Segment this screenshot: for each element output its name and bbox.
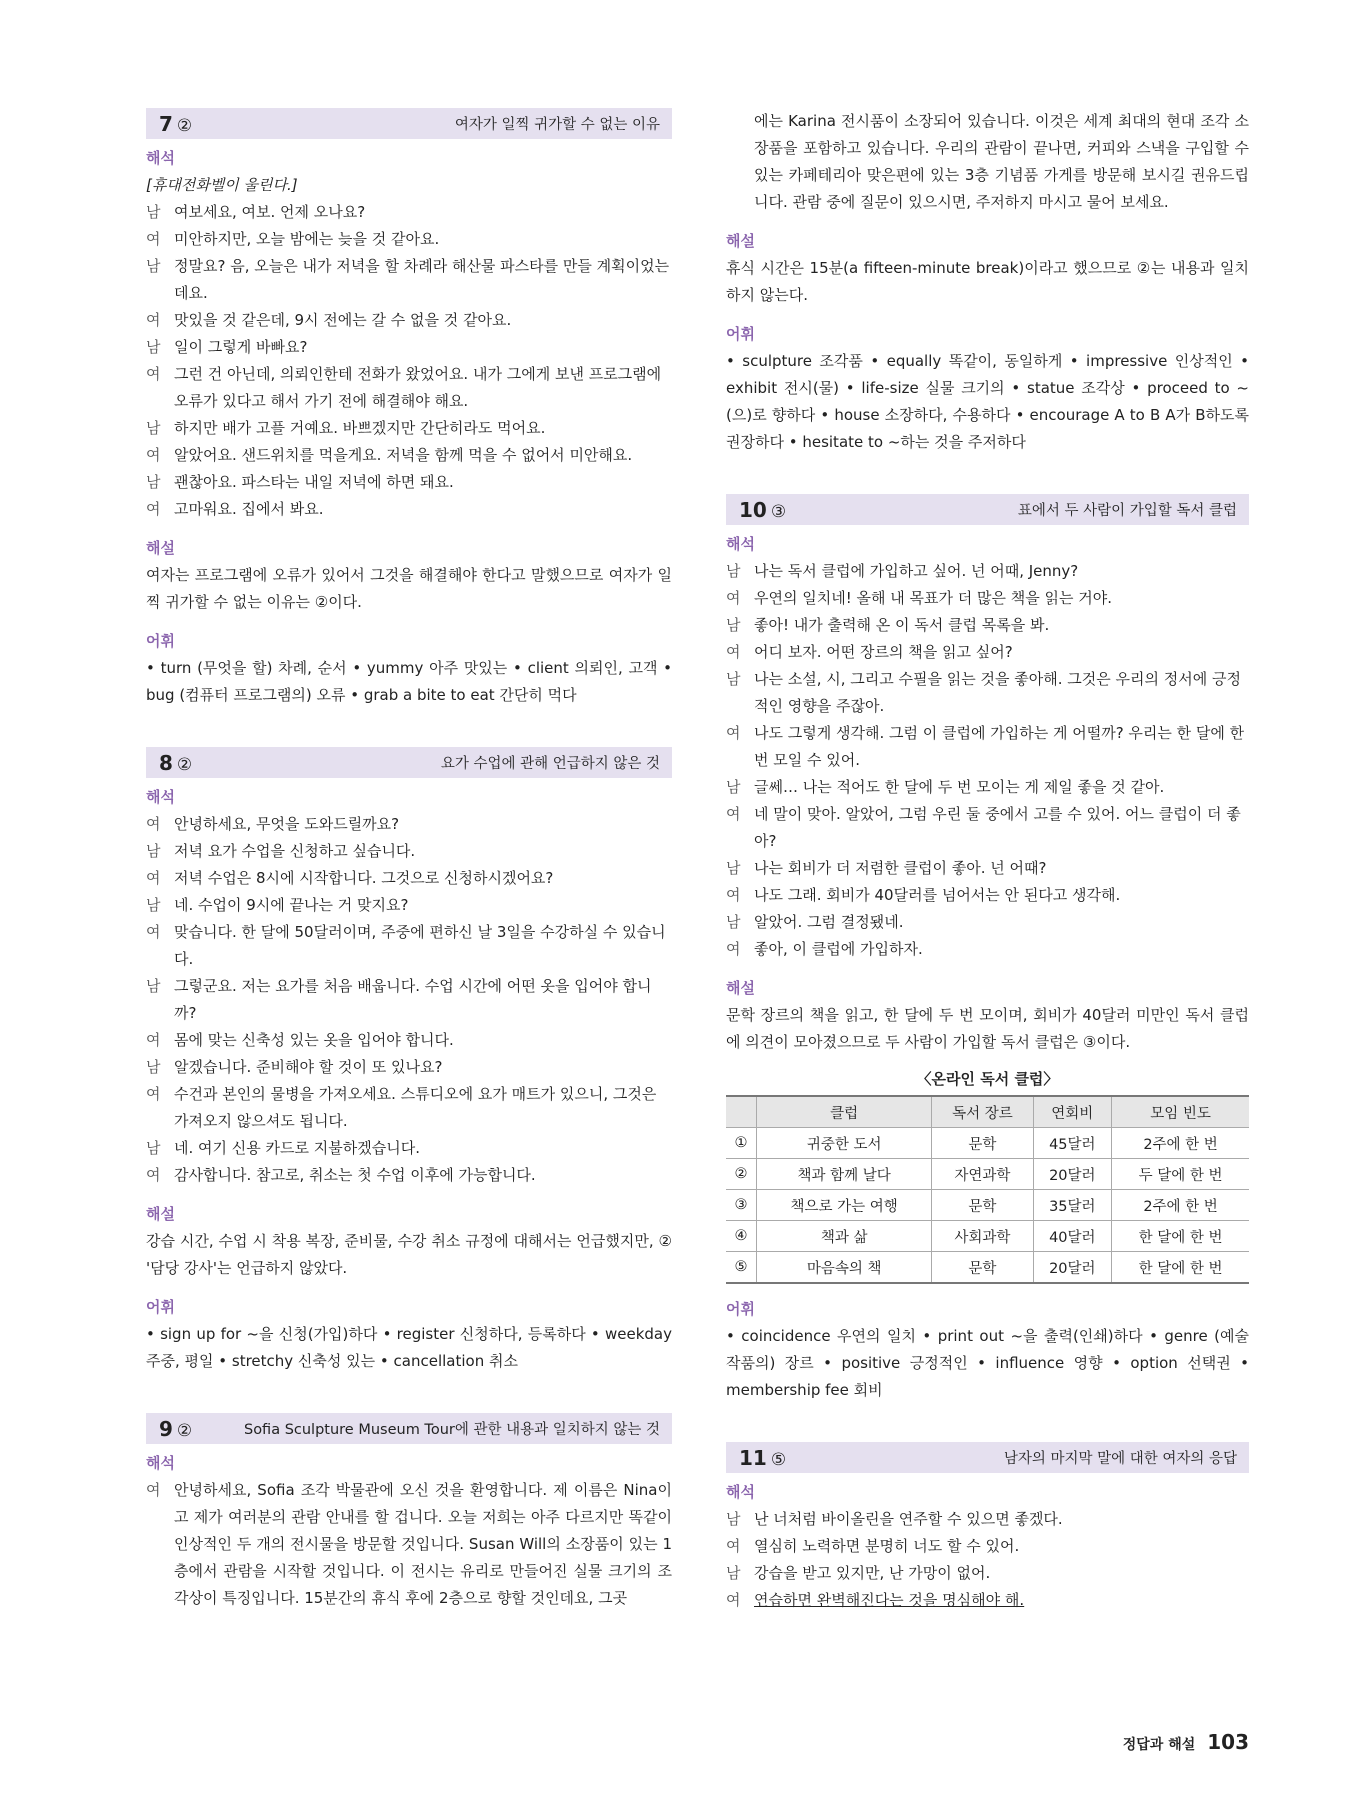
q8-translation-label: 해석 [146, 788, 175, 806]
dialogue-line: 남 그렇군요. 저는 요가를 처음 배웁니다. 수업 시간에 어떤 옷을 입어야 합니까? [146, 977, 652, 1022]
dialogue-line: 여 알았어요. 샌드위치를 먹을게요. 저녁을 함께 먹을 수 없어서 미안해요. [146, 446, 633, 464]
question-7-topic: 여자가 일찍 귀가할 수 없는 이유 [454, 117, 660, 133]
dialogue-line: 남 강습을 받고 있지만, 난 가망이 없어. [726, 1564, 991, 1582]
q8-vocab-label: 어휘 [146, 1298, 175, 1316]
dialogue-line: 여 맛있을 것 같은데, 9시 전에는 갈 수 없을 것 같아요. [146, 311, 512, 329]
q7-explanation-label: 해설 [146, 539, 175, 557]
q9-vocab-label: 어휘 [726, 325, 755, 343]
dialogue-line: 남 여보세요, 여보. 언제 오나요? [146, 203, 366, 221]
question-11-topic: 남자의 마지막 말에 대한 여자의 응답 [1003, 1451, 1237, 1467]
question-8-number: 8 ② [159, 750, 193, 775]
q9-explanation: 휴식 시간은 15분(a fifteen-minute break)이라고 했으므로 ②는 내용과 일치하지 않는다. [726, 259, 1249, 304]
dialogue-line: 여 우연의 일치네! 올해 내 목표가 더 많은 책을 읽는 거야. [726, 589, 1112, 607]
q7-translation-label: 해석 [146, 149, 175, 167]
table-row: ③ 책으로 가는 여행 문학 35달러 2주에 한 번 [726, 1190, 1249, 1221]
dialogue-line: 남 알았어. 그럼 결정됐네. [726, 913, 904, 931]
q9-monologue: 여 안녕하세요, Sofia 조각 박물관에 오신 것을 환영합니다. 제 이름은 Nina이고 제가 여러분의 관람 안내를 할 겁니다. 오늘 저희는 아주 다르지만 똑같이 인상적인 두 개의 전시물을 방문할 것입니다. Susan Will의 소장품이 있는 1층에서 관람을 시작할 것입니다. 이 전시는 유리로 만들어진 실물 크기의 조각상이 특징입니다. 15분간의 휴식 후에 2층으로 향할 것인데요, 그곳 [146, 1481, 672, 1607]
dialogue-line: 여 안녕하세요, 무엇을 도와드릴까요? [146, 815, 400, 833]
dialogue-line: 여 열심히 노력하면 분명히 너도 할 수 있어. [726, 1537, 1020, 1555]
dialogue-line: 여 연습하면 완벽해진다는 것을 명심해야 해. [726, 1591, 1025, 1609]
dialogue-line: 여 그런 건 아닌데, 의뢰인한테 전화가 왔었어요. 내가 그에게 보낸 프로그램에 오류가 있다고 해서 가기 전에 해결해야 해요. [146, 365, 662, 410]
dialogue-line: 여 맞습니다. 한 달에 50달러이며, 주중에 편하신 날 3일을 수강하실 수 있습니다. [146, 923, 666, 968]
question-8-header [146, 747, 672, 778]
table-row: ⑤ 마음속의 책 문학 20달러 한 달에 한 번 [726, 1252, 1249, 1284]
column-header: 모임 빈도 [1112, 1096, 1249, 1128]
question-11-header [726, 1442, 1249, 1473]
dialogue-line: 남 나는 회비가 더 저렴한 클럽이 좋아. 넌 어때? [726, 859, 1047, 877]
table-row: ② 책과 함께 날다 자연과학 20달러 두 달에 한 번 [726, 1159, 1249, 1190]
q10-table-caption: 〈온라인 독서 클럽〉 [916, 1070, 1059, 1088]
dialogue-line: 여 나도 그렇게 생각해. 그럼 이 클럽에 가입하는 게 어떨까? 우리는 한 달에 한 번 모일 수 있어. [726, 724, 1245, 769]
q9-explanation-label: 해설 [726, 232, 755, 250]
answer-underline: 연습하면 완벽해진다는 것을 명심해야 해. [754, 1591, 1025, 1609]
q10-explanation: 문학 장르의 책을 읽고, 한 달에 두 번 모이며, 회비가 40달러 미만인 독서 클럽에 의견이 모아졌으므로 두 사람이 가입할 독서 클럽은 ③이다. [726, 1006, 1249, 1051]
dialogue-line: 남 좋아! 내가 출력해 온 이 독서 클럽 목록을 봐. [726, 616, 1050, 634]
column-header: 클럽 [757, 1096, 932, 1128]
question-9-header [146, 1413, 672, 1444]
q7-dialogue [146, 199, 672, 523]
q9-monologue-continued: 에는 Karina 전시품이 소장되어 있습니다. 이것은 세계 최대의 현대 조각 소장품을 포함하고 있습니다. 우리의 관람이 끝나면, 커피와 스낵을 구입할 수 있는 카페테리아 맞은편에 있는 3층 기념품 가게를 방문해 보시길 권유드립니다. 관람 중에 질문이 있으시면, 주저하지 마시고 물어 보세요. [754, 112, 1249, 211]
q7-explanation: 여자는 프로그램에 오류가 있어서 그것을 해결해야 한다고 말했으므로 여자가 일찍 귀가할 수 없는 이유는 ②이다. [146, 566, 672, 611]
dialogue-line: 남 일이 그렇게 바빠요? [146, 338, 308, 356]
question-9 [146, 1413, 672, 1612]
dialogue-line: 여 네 말이 맞아. 알았어, 그럼 우린 둘 중에서 고를 수 있어. 어느 클럽이 더 좋아? [726, 805, 1241, 850]
question-9-topic: Sofia Sculpture Museum Tour에 관한 내용과 일치하지 않는 것 [243, 1422, 660, 1438]
question-10-topic: 표에서 두 사람이 가입할 독서 클럽 [1017, 503, 1237, 519]
column-header: 독서 장르 [932, 1096, 1033, 1128]
book-club-table [726, 1095, 1249, 1284]
dialogue-line: 남 괜찮아요. 파스타는 내일 저녁에 하면 돼요. [146, 473, 454, 491]
question-10 [726, 494, 1249, 1404]
q8-explanation: 강습 시간, 수업 시 착용 복장, 준비물, 수강 취소 규정에 대해서는 언급했지만, ② '담당 강사'는 언급하지 않았다. [146, 1232, 672, 1277]
dialogue-line: 남 글쎄… 나는 적어도 한 달에 두 번 모이는 게 제일 좋을 것 같아. [726, 778, 1165, 796]
q8-explanation-label: 해설 [146, 1205, 175, 1223]
question-9-number: 9 ② [159, 1416, 193, 1441]
question-7-number: 7 ② [159, 111, 193, 136]
q10-vocab-label: 어휘 [726, 1300, 755, 1318]
dialogue-line: 여 감사합니다. 참고로, 취소는 첫 수업 이후에 가능합니다. [146, 1166, 536, 1184]
dialogue-line: 남 알겠습니다. 준비해야 할 것이 또 있나요? [146, 1058, 443, 1076]
question-10-number: 10 ③ [739, 497, 787, 522]
q10-vocab: • coincidence 우연의 일치 • print out ~을 출력(인쇄)하다 • genre (예술 작품의) 장르 • positive 긍정적인 • influence 영향 • option 선택권 • membership fee 회비 [726, 1327, 1249, 1399]
dialogue-line: 남 네. 여기 신용 카드로 지불하겠습니다. [146, 1139, 420, 1157]
table-header-row [726, 1096, 1249, 1128]
q8-dialogue [146, 811, 672, 1189]
dialogue-line: 여 어디 보자. 어떤 장르의 책을 읽고 싶어? [726, 643, 1013, 661]
question-7-header [146, 108, 672, 139]
dialogue-line: 남 하지만 배가 고플 거예요. 바쁘겠지만 간단히라도 먹어요. [146, 419, 546, 437]
table-row: ④ 책과 삶 사회과학 40달러 한 달에 한 번 [726, 1221, 1249, 1252]
question-7 [146, 108, 672, 709]
dialogue-line: 남 저녁 요가 수업을 신청하고 싶습니다. [146, 842, 416, 860]
page-number: 103 [1207, 1730, 1249, 1754]
question-8 [146, 747, 672, 1375]
right-column [726, 108, 1249, 1614]
q9-vocab: • sculpture 조각품 • equally 똑같이, 동일하게 • impressive 인상적인 • exhibit 전시(물) • life-size 실물 크기의 • statue 조각상 • proceed to ~(으)로 향하다 • house 소장하다, 수용하다 • encourage A to B A가 B하도록 권장하다 • hesitate to ~하는 것을 주저하다 [726, 352, 1249, 451]
dialogue-line: 여 저녁 수업은 8시에 시작합니다. 그것으로 신청하시겠어요? [146, 869, 554, 887]
dialogue-line: 여 좋아, 이 클럽에 가입하자. [726, 940, 923, 958]
question-11-number: 11 ⑤ [739, 1445, 787, 1470]
q7-vocab-label: 어휘 [146, 632, 175, 650]
dialogue-line: 남 나는 소설, 시, 그리고 수필을 읽는 것을 좋아해. 그것은 우리의 정서에 긍정적인 영향을 주잖아. [726, 670, 1241, 715]
column-header: 연회비 [1033, 1096, 1112, 1128]
question-11 [726, 1442, 1249, 1614]
dialogue-line: 여 나도 그래. 회비가 40달러를 넘어서는 안 된다고 생각해. [726, 886, 1121, 904]
dialogue-line: 남 네. 수업이 9시에 끝나는 거 맞지요? [146, 896, 409, 914]
q7-vocab: • turn (무엇을 할) 차례, 순서 • yummy 아주 맛있는 • client 의뢰인, 고객 • bug (컴퓨터 프로그램의) 오류 • grab a bite to eat 간단히 먹다 [146, 659, 672, 704]
q10-dialogue [726, 558, 1249, 963]
dialogue-line: 여 고마워요. 집에서 봐요. [146, 500, 324, 518]
question-9-continued [726, 108, 1249, 456]
dialogue-line: 여 몸에 맞는 신축성 있는 옷을 입어야 합니다. [146, 1031, 454, 1049]
table-row: ① 귀중한 도서 문학 45달러 2주에 한 번 [726, 1128, 1249, 1159]
dialogue-line: 남 나는 독서 클럽에 가입하고 싶어. 넌 어때, Jenny? [726, 562, 1079, 580]
q9-translation-label: 해석 [146, 1454, 175, 1472]
dialogue-line: 남 정말요? 음, 오늘은 내가 저녁을 할 차례라 해산물 파스타를 만들 계획이었는데요. [146, 257, 670, 302]
q10-translation-label: 해석 [726, 535, 755, 553]
page-footer [1123, 1730, 1249, 1754]
question-8-topic: 요가 수업에 관해 언급하지 않은 것 [440, 756, 660, 772]
question-10-header [726, 494, 1249, 525]
dialogue-line: 여 수건과 본인의 물병을 가져오세요. 스튜디오에 요가 매트가 있으니, 그것은 가져오지 않으셔도 됩니다. [146, 1085, 657, 1130]
q11-dialogue [726, 1506, 1249, 1614]
q11-translation-label: 해석 [726, 1483, 755, 1501]
left-column [146, 108, 672, 1612]
q10-explanation-label: 해설 [726, 979, 755, 997]
dialogue-line: 여 미안하지만, 오늘 밤에는 늦을 것 같아요. [146, 230, 440, 248]
q7-stage-direction: [휴대전화벨이 울린다.] [146, 176, 298, 194]
dialogue-line: 남 난 너처럼 바이올린을 연주할 수 있으면 좋겠다. [726, 1510, 1063, 1528]
footer-label: 정답과 해설 [1122, 1737, 1196, 1753]
q8-vocab: • sign up for ~을 신청(가입)하다 • register 신청하다, 등록하다 • weekday 주중, 평일 • stretchy 신축성 있는 • cancellation 취소 [146, 1325, 672, 1370]
